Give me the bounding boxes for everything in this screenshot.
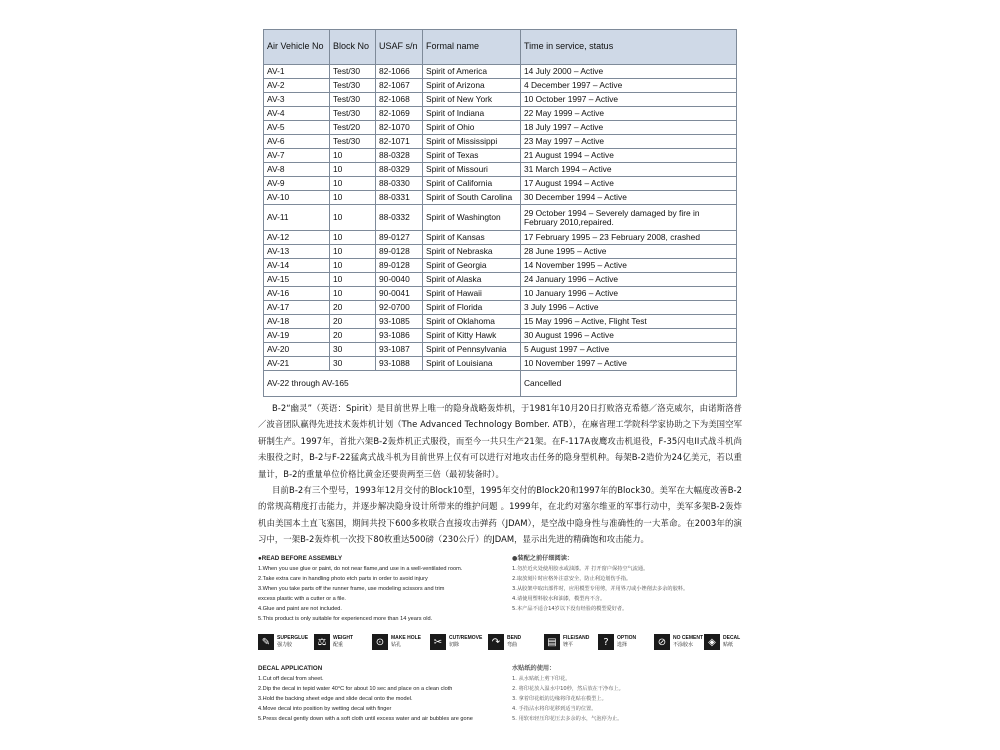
cell-status: 14 November 1995 – Active bbox=[521, 259, 737, 273]
legend-label-en: DECAL bbox=[723, 635, 741, 641]
cell-name: Spirit of Arizona bbox=[423, 79, 521, 93]
read-before-line-1: 1.When you use glue or paint, do not near flame,and use in a well-ventilated room. bbox=[258, 566, 463, 572]
b2-aircraft-table bbox=[263, 29, 737, 397]
table-row bbox=[264, 329, 737, 343]
cell-name: Spirit of South Carolina bbox=[423, 191, 521, 205]
cell-name: Spirit of Kansas bbox=[423, 231, 521, 245]
cell-name: Spirit of California bbox=[423, 177, 521, 191]
table-row bbox=[264, 287, 737, 301]
cell-serial: 92-0700 bbox=[376, 301, 423, 315]
legend-item bbox=[654, 634, 703, 650]
cell-vehicle: AV-13 bbox=[264, 245, 330, 259]
cell-block: 10 bbox=[330, 273, 376, 287]
legend-label-en: SUPERGLUE bbox=[277, 635, 309, 641]
read-before-line-3: 3.When you take parts off the runner frame, use modeling scissors and trim bbox=[258, 586, 445, 592]
legend-item bbox=[372, 634, 421, 650]
superglue-icon: ✎ bbox=[258, 634, 274, 650]
read-before-zh-line-5: 5.本产品不适合14岁以下没有经验的模型爱好者。 bbox=[512, 606, 628, 612]
table-row-cancelled bbox=[264, 371, 737, 397]
table-row bbox=[264, 177, 737, 191]
cell-serial: 88-0332 bbox=[376, 205, 423, 231]
cell-vehicle: AV-10 bbox=[264, 191, 330, 205]
legend-label-zh: 弯曲 bbox=[507, 642, 518, 648]
decal-zh-line-2: 2. 将印花放入温水中10秒，然后放在干净布上。 bbox=[512, 686, 624, 692]
table-row bbox=[264, 245, 737, 259]
cell-name: Spirit of Pennsylvania bbox=[423, 343, 521, 357]
legend-item bbox=[544, 634, 589, 650]
read-before-zh-line-2: 2.取放刻片时应格外注意安全，防止利边划伤手指。 bbox=[512, 576, 632, 582]
cut-remove-icon: ✂ bbox=[430, 634, 446, 650]
legend-text bbox=[723, 635, 740, 649]
cell-status: 17 February 1995 – 23 February 2008, crashed bbox=[521, 231, 737, 245]
cell-block: 10 bbox=[330, 149, 376, 163]
legend-label-zh: 贴纸 bbox=[723, 642, 734, 648]
table-row bbox=[264, 65, 737, 79]
cell-serial: 88-0330 bbox=[376, 177, 423, 191]
legend-text bbox=[617, 635, 636, 649]
cell-block: 10 bbox=[330, 231, 376, 245]
cell-name: Spirit of Nebraska bbox=[423, 245, 521, 259]
table-row bbox=[264, 149, 737, 163]
paragraph-intro: B-2“幽灵”（英语：Spirit）是目前世界上唯一的隐身战略轰炸机，于1981年10月20日打败洛克希德／洛克威尔，由诺斯洛普／波音团队赢得先进技术轰炸机计划（The Advanced Technology Bomber. ATB），在麻省理工学院科学家协助之下为美国空军研制生产。1997年，首批六架B-2轰炸机正式服役，而至今一共只生产21架。在F-117A夜鹰攻击机退役，F-35闪电II式战斗机尚未服役之时，B-2与F-22猛禽式战斗机为目前世界上仅有可以进行对地攻击任务的隐身型机种。每架B-2造价为24亿美元，若以重量计，B-2的重量单位价格比黄金还要贵两至三倍（最初装备时）。 bbox=[258, 403, 742, 479]
cell-block: Test/30 bbox=[330, 107, 376, 121]
cell-vehicle: AV-6 bbox=[264, 135, 330, 149]
cell-status: 30 August 1996 – Active bbox=[521, 329, 737, 343]
cell-serial: 93-1085 bbox=[376, 315, 423, 329]
cell-vehicle: AV-19 bbox=[264, 329, 330, 343]
cell-vehicle: AV-14 bbox=[264, 259, 330, 273]
table-row bbox=[264, 93, 737, 107]
cell-vehicle: AV-20 bbox=[264, 343, 330, 357]
bend-icon: ↷ bbox=[488, 634, 504, 650]
read-before-line-6: 5.This product is only suitable for experienced more than 14 years old. bbox=[258, 616, 433, 622]
cell-name: Spirit of Washington bbox=[423, 205, 521, 231]
read-before-zh-line-4: 4.请使用塑料胶水和油漆，模型内不含。 bbox=[512, 596, 606, 602]
legend-label-zh: 配重 bbox=[333, 642, 344, 648]
cell-block: Test/20 bbox=[330, 121, 376, 135]
table-row bbox=[264, 273, 737, 287]
cell-status: 17 August 1994 – Active bbox=[521, 177, 737, 191]
cell-status: 29 October 1994 – Severely damaged by fire in February 2010,repaired. bbox=[521, 205, 737, 231]
table-row bbox=[264, 259, 737, 273]
read-before-zh-line-1: 1.勿於近火处使用胶水或油漆。并 打开窗户保持空气流通。 bbox=[512, 566, 649, 572]
cell-status: 23 May 1997 – Active bbox=[521, 135, 737, 149]
cell-serial: 93-1087 bbox=[376, 343, 423, 357]
legend-text bbox=[563, 635, 589, 649]
cell-serial: 82-1069 bbox=[376, 107, 423, 121]
cell-status: 10 October 1997 – Active bbox=[521, 93, 737, 107]
cell-name: Spirit of Georgia bbox=[423, 259, 521, 273]
cell-name: Spirit of Kitty Hawk bbox=[423, 329, 521, 343]
cell-vehicle: AV-16 bbox=[264, 287, 330, 301]
cell-block: 20 bbox=[330, 315, 376, 329]
legend-label-zh: 选择 bbox=[617, 642, 628, 648]
cell-vehicle: AV-15 bbox=[264, 273, 330, 287]
table-row bbox=[264, 191, 737, 205]
cell-block: Test/30 bbox=[330, 79, 376, 93]
cell-vehicle: AV-12 bbox=[264, 231, 330, 245]
cell-serial: 82-1066 bbox=[376, 65, 423, 79]
table-header-row bbox=[264, 30, 737, 65]
legend-label-en: FILE/SAND bbox=[563, 635, 590, 641]
cell-serial: 90-0041 bbox=[376, 287, 423, 301]
decal-title: DECAL APPLICATION bbox=[258, 665, 323, 672]
cell-serial: 82-1070 bbox=[376, 121, 423, 135]
decal-line-4: 4.Move decal into position by wetting decal with finger bbox=[258, 706, 392, 712]
decal-zh-line-4: 4. 手指沾水将印花移到适当的位置。 bbox=[512, 706, 597, 712]
header-air-vehicle-no: Air Vehicle No bbox=[264, 30, 330, 65]
read-before-line-4: excess plastic with a cutter or a file. bbox=[258, 596, 346, 602]
cell-serial: 93-1086 bbox=[376, 329, 423, 343]
decal-zh-line-3: 3. 拿着印花纸的边缘将印花贴在模型上。 bbox=[512, 696, 607, 702]
cell-serial: 89-0127 bbox=[376, 231, 423, 245]
legend-item bbox=[704, 634, 740, 650]
cell-name: Spirit of Oklahoma bbox=[423, 315, 521, 329]
legend-label-zh: 钻孔 bbox=[391, 642, 402, 648]
option-icon: ? bbox=[598, 634, 614, 650]
cell-status: 5 August 1997 – Active bbox=[521, 343, 737, 357]
table-row bbox=[264, 231, 737, 245]
cell-vehicle: AV-8 bbox=[264, 163, 330, 177]
legend-label-en: BEND bbox=[507, 635, 522, 641]
cell-block: 10 bbox=[330, 191, 376, 205]
cell-vehicle: AV-2 bbox=[264, 79, 330, 93]
cell-status: 10 January 1996 – Active bbox=[521, 287, 737, 301]
cell-vehicle: AV-18 bbox=[264, 315, 330, 329]
cell-block: Test/30 bbox=[330, 65, 376, 79]
cell-status: 18 July 1997 – Active bbox=[521, 121, 737, 135]
read-before-line-5: 4.Glue and paint are not included. bbox=[258, 606, 342, 612]
cell-name: Spirit of New York bbox=[423, 93, 521, 107]
cell-status: 14 July 2000 – Active bbox=[521, 65, 737, 79]
cell-block: 30 bbox=[330, 343, 376, 357]
cell-vehicle: AV-21 bbox=[264, 357, 330, 371]
table-row bbox=[264, 301, 737, 315]
cell-name: Spirit of Hawaii bbox=[423, 287, 521, 301]
legend-label-zh: 不涂胶水 bbox=[673, 642, 694, 648]
cell-block: 10 bbox=[330, 287, 376, 301]
cell-serial: 88-0328 bbox=[376, 149, 423, 163]
cell-name: Spirit of Ohio bbox=[423, 121, 521, 135]
legend-label-zh: 切除 bbox=[449, 642, 460, 648]
table-row bbox=[264, 135, 737, 149]
cell-block: 10 bbox=[330, 163, 376, 177]
cell-serial: 93-1088 bbox=[376, 357, 423, 371]
file-sand-icon: ▤ bbox=[544, 634, 560, 650]
cell-vehicle: AV-17 bbox=[264, 301, 330, 315]
legend-text bbox=[391, 635, 421, 649]
cell-serial: 88-0329 bbox=[376, 163, 423, 177]
read-before-assembly bbox=[258, 554, 508, 624]
cell-status: 10 November 1997 – Active bbox=[521, 357, 737, 371]
legend-text bbox=[673, 635, 703, 649]
table-row bbox=[264, 315, 737, 329]
icon-legend bbox=[258, 634, 748, 656]
cell-name: Spirit of Mississippi bbox=[423, 135, 521, 149]
paragraph-variants: 目前B-2有三个型号，1993年12月交付的Block10型，1995年交付的Block20和1997年的Block30。美军在大幅度改善B-2的常规高精度打击能力，并逐步解决隐身设计所带来的维护问题 。1999年，在北约对塞尔维亚的军事行动中，美军多架B-2轰炸机由美国本土直飞塞国，期间共投下600多枚联合直接攻击弹药（JDAM），是空战中隐身性与准确性的一大革命。在2003年的演习中，一架B-2轰炸机一次投下80枚重达500磅（230公斤）的JDAM，显示出先进的精确饱和攻击能力。 bbox=[258, 485, 742, 545]
read-before-zh-line-3: 3.从胶架中取出部件时，应用模型专用剪，并用界刀或小锉削去多余的胶料。 bbox=[512, 586, 689, 592]
make-hole-icon: ⊙ bbox=[372, 634, 388, 650]
cell-block: 10 bbox=[330, 259, 376, 273]
cell-serial: 82-1071 bbox=[376, 135, 423, 149]
cell-name: Spirit of Louisiana bbox=[423, 357, 521, 371]
read-before-title-zh: ●装配之前仔细阅读： bbox=[512, 555, 574, 562]
cell-block: Test/30 bbox=[330, 135, 376, 149]
decal-line-1: 1.Cut off decal from sheet. bbox=[258, 676, 324, 682]
cell-status: 22 May 1999 – Active bbox=[521, 107, 737, 121]
cell-status: 30 December 1994 – Active bbox=[521, 191, 737, 205]
legend-item bbox=[314, 634, 353, 650]
table-body bbox=[264, 65, 737, 397]
decal-icon: ◈ bbox=[704, 634, 720, 650]
cell-name: Spirit of Alaska bbox=[423, 273, 521, 287]
cell-name: Spirit of America bbox=[423, 65, 521, 79]
header-block-no: Block No bbox=[330, 30, 376, 65]
cell-block: 10 bbox=[330, 245, 376, 259]
legend-label-en: MAKE HOLE bbox=[391, 635, 421, 641]
cell-cancelled-status: Cancelled bbox=[521, 371, 737, 397]
read-before-line-2: 2.Take extra care in handling photo etch parts in order to avoid injury bbox=[258, 576, 428, 582]
cell-name: Spirit of Missouri bbox=[423, 163, 521, 177]
no-cement-icon: ⊘ bbox=[654, 634, 670, 650]
decal-application-zh bbox=[512, 664, 752, 724]
decal-line-2: 2.Dip the decal in tepid water 40°C for about 10 sec and place on a clean cloth bbox=[258, 686, 453, 692]
legend-item bbox=[430, 634, 482, 650]
decal-line-3: 3.Hold the backing sheet edge and slide decal onto the model. bbox=[258, 696, 413, 702]
legend-label-en: NO CEMENT bbox=[673, 635, 703, 641]
header-formal-name: Formal name bbox=[423, 30, 521, 65]
cell-block: Test/30 bbox=[330, 93, 376, 107]
cell-status: 31 March 1994 – Active bbox=[521, 163, 737, 177]
cell-vehicle: AV-9 bbox=[264, 177, 330, 191]
header-time-in-service: Time in service, status bbox=[521, 30, 737, 65]
cell-status: 15 May 1996 – Active, Flight Test bbox=[521, 315, 737, 329]
cell-name: Spirit of Texas bbox=[423, 149, 521, 163]
table-row bbox=[264, 107, 737, 121]
cell-vehicle: AV-7 bbox=[264, 149, 330, 163]
legend-label-en: CUT/REMOVE bbox=[449, 635, 483, 641]
legend-item bbox=[598, 634, 636, 650]
cell-cancelled-vehicles: AV-22 through AV-165 bbox=[264, 371, 521, 397]
legend-text bbox=[507, 635, 521, 649]
cell-status: 21 August 1994 – Active bbox=[521, 149, 737, 163]
cell-block: 10 bbox=[330, 205, 376, 231]
legend-label-zh: 强力胶 bbox=[277, 642, 293, 648]
legend-label-en: WEIGHT bbox=[333, 635, 353, 641]
legend-item bbox=[488, 634, 521, 650]
legend-label-en: OPTION bbox=[617, 635, 637, 641]
cell-status: 3 July 1996 – Active bbox=[521, 301, 737, 315]
cell-serial: 89-0128 bbox=[376, 259, 423, 273]
cell-block: 30 bbox=[330, 357, 376, 371]
legend-text bbox=[277, 635, 308, 649]
cell-block: 10 bbox=[330, 177, 376, 191]
header-usaf-sn: USAF s/n bbox=[376, 30, 423, 65]
read-before-title: ●READ BEFORE ASSEMBLY bbox=[258, 555, 343, 562]
cell-vehicle: AV-3 bbox=[264, 93, 330, 107]
cell-vehicle: AV-5 bbox=[264, 121, 330, 135]
weight-icon: ⚖ bbox=[314, 634, 330, 650]
legend-text bbox=[449, 635, 482, 649]
cell-serial: 82-1067 bbox=[376, 79, 423, 93]
cell-serial: 82-1068 bbox=[376, 93, 423, 107]
decal-line-5: 5.Press decal gently down with a soft cloth until excess water and air bubbles are gone bbox=[258, 716, 473, 722]
cell-serial: 88-0331 bbox=[376, 191, 423, 205]
table-row bbox=[264, 79, 737, 93]
table-row bbox=[264, 163, 737, 177]
decal-zh-line-5: 5. 用软布轻压印花压去多余的水，气泡停为止。 bbox=[512, 716, 623, 722]
cell-vehicle: AV-4 bbox=[264, 107, 330, 121]
table-row bbox=[264, 357, 737, 371]
decal-zh-line-1: 1. 从水贴纸上剪下印花。 bbox=[512, 676, 571, 682]
cell-name: Spirit of Florida bbox=[423, 301, 521, 315]
cell-name: Spirit of Indiana bbox=[423, 107, 521, 121]
cell-block: 20 bbox=[330, 329, 376, 343]
table-row bbox=[264, 121, 737, 135]
table-row bbox=[264, 205, 737, 231]
cell-vehicle: AV-1 bbox=[264, 65, 330, 79]
cell-vehicle: AV-11 bbox=[264, 205, 330, 231]
cell-status: 4 December 1997 – Active bbox=[521, 79, 737, 93]
cell-status: 28 June 1995 – Active bbox=[521, 245, 737, 259]
decal-application bbox=[258, 664, 508, 724]
legend-text bbox=[333, 635, 353, 649]
decal-title-zh: 水贴纸的使用： bbox=[512, 665, 556, 672]
cell-block: 20 bbox=[330, 301, 376, 315]
cell-status: 24 January 1996 – Active bbox=[521, 273, 737, 287]
cell-serial: 89-0128 bbox=[376, 245, 423, 259]
legend-label-zh: 锉平 bbox=[563, 642, 574, 648]
cell-serial: 90-0040 bbox=[376, 273, 423, 287]
legend-item bbox=[258, 634, 308, 650]
table-row bbox=[264, 343, 737, 357]
read-before-assembly-zh bbox=[512, 554, 752, 614]
